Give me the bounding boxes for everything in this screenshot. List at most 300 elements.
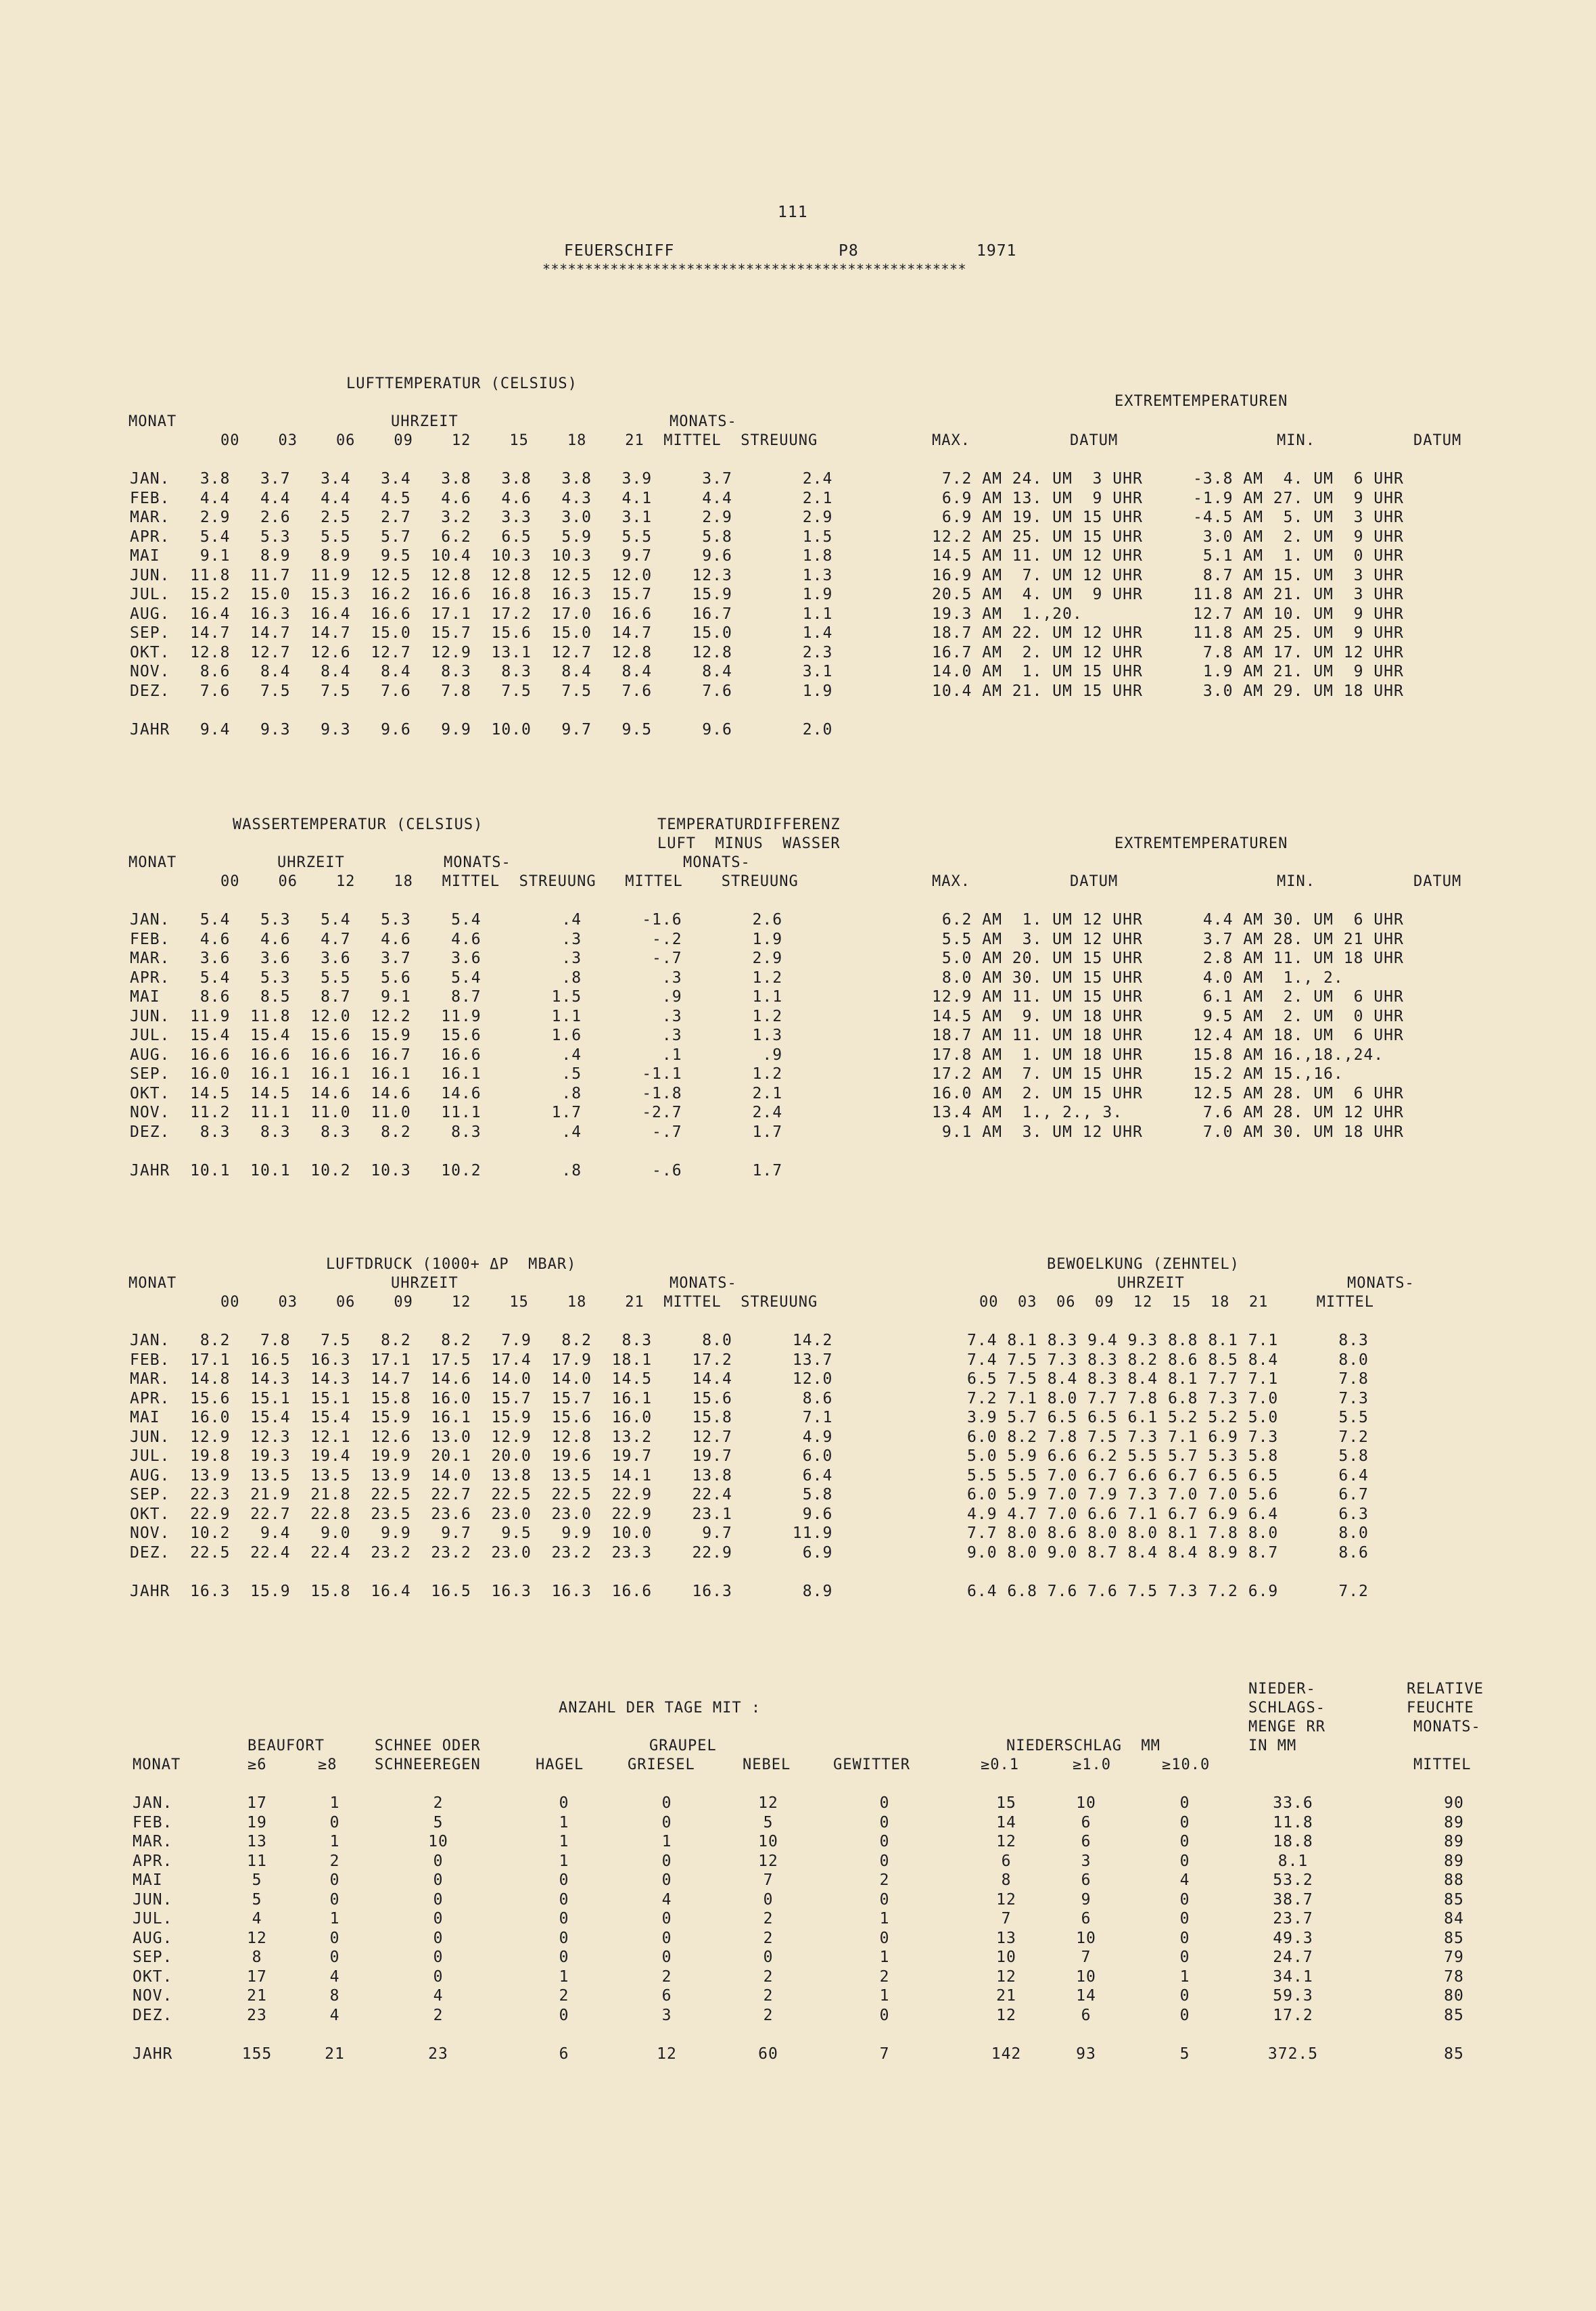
table-cell: 2 [763,1967,774,1986]
table-cell: 6 [1081,1871,1092,1889]
tage-h-b6: ≥6 [248,1756,267,1773]
table-cell: 0 [559,1910,569,1928]
table-cell: 59.3 [1273,1987,1313,2005]
table-cell: 79 [1444,1948,1464,1966]
table-row: JUL. 15.4 15.4 15.6 15.9 15.6 1.6 .3 1.3 [130,1027,783,1044]
table-cell: 5 [1179,2045,1190,2063]
table-cell: 0 [559,1929,569,1947]
table-cell: 0 [433,1910,444,1928]
table-cell: 0 [1179,1794,1190,1812]
table-cell: 0 [329,1948,340,1966]
month-label: JAN. [133,1794,173,1812]
table-cell: 6 [661,1987,672,2005]
jahr-row: JAHR 16.3 15.9 15.8 16.4 16.5 16.3 16.3 16.6 16.3 8.9 [130,1582,833,1600]
tage-h-schnee1: SCHNEE ODER [375,1737,481,1754]
wasser-h-monat: MONAT [128,854,177,871]
table-cell: 90 [1444,1794,1464,1812]
table-row: 7.4 8.1 8.3 9.4 9.3 8.8 8.1 7.1 8.3 [967,1332,1369,1349]
page-number: 111 [778,204,808,221]
wasser-h-cols: 00 06 12 18 MITTEL STREUUNG MITTEL STREUUNG [220,873,799,890]
table-cell: 1 [661,1833,672,1850]
table-cell: 15 [996,1794,1016,1812]
tage-h-b8: ≥8 [318,1756,337,1773]
diff-title-1: TEMPERATURDIFFERENZ [657,816,841,833]
table-cell: 33.6 [1273,1794,1313,1812]
table-row: 9.0 8.0 9.0 8.7 8.4 8.4 8.9 8.7 8.6 [967,1543,1369,1562]
table-cell: 2 [763,1987,774,2005]
table-cell: 0 [1179,1948,1190,1966]
wasser-h-datum1: DATUM [1070,873,1119,890]
table-row: 7.2 7.1 8.0 7.7 7.8 6.8 7.3 7.0 7.3 [967,1389,1369,1407]
tage-h-mittel: MITTEL [1413,1756,1472,1773]
table-cell: 4 [329,2006,340,2024]
table-row: NOV. 10.2 9.4 9.0 9.9 9.7 9.5 9.9 10.0 9.7 11.9 [130,1524,833,1542]
table-row: 16.7 AM 2. UM 12 UHR 7.8 AM 17. UM 12 UHR [932,643,1404,661]
table-cell: 21 [325,2045,345,2063]
table-row: 17.2 AM 7. UM 15 UHR 15.2 AM 15.,16. [932,1065,1344,1083]
table-row: JUL. 15.2 15.0 15.3 16.2 16.6 16.8 16.3 15.7 15.9 1.9 [130,586,833,603]
diff-title-2: LUFT MINUS WASSER [657,835,841,852]
table-row: DEZ. 22.5 22.4 22.4 23.2 23.2 23.0 23.2 23.3 22.9 6.9 [130,1543,833,1562]
month-label: MAI [133,1871,163,1889]
luft-h-max: MAX. [932,432,970,449]
table-row: 5.0 5.9 6.6 6.2 5.5 5.7 5.3 5.8 5.8 [967,1447,1369,1465]
wasser-h-monats: MONATS- [444,854,511,871]
table-row: 12.9 AM 11. UM 15 UHR 6.1 AM 2. UM 6 UHR [932,988,1404,1006]
table-cell: 0 [879,1929,890,1947]
table-cell: 7 [763,1871,774,1889]
tage-h-rel2: FEUCHTE [1407,1700,1474,1717]
table-cell: 1 [879,1910,890,1928]
table-cell: 0 [879,1852,890,1870]
table-cell: 0 [1179,1987,1190,2005]
table-row: FEB. 4.6 4.6 4.7 4.6 4.6 .3 -.2 1.9 [130,930,783,948]
table-cell: 49.3 [1273,1929,1313,1947]
table-cell: 12 [996,1833,1016,1850]
table-cell: 14 [996,1813,1016,1831]
table-cell: 5 [252,1890,262,1909]
bew-title: BEWOELKUNG (ZEHNTEL) [1047,1256,1240,1273]
druck-h-uhrzeit: UHRZEIT [391,1275,459,1292]
table-cell: 0 [433,1871,444,1889]
month-label: JUN. [133,1890,173,1909]
month-label: JUL. [133,1910,173,1928]
luft-h-datum2: DATUM [1413,432,1462,449]
table-row: DEZ. 7.6 7.5 7.5 7.6 7.8 7.5 7.5 7.6 7.6 1.9 [130,682,833,700]
table-cell: 0 [879,1833,890,1850]
tage-h-gewitter: GEWITTER [833,1756,910,1773]
table-cell: 80 [1444,1987,1464,2005]
table-cell: 11.8 [1273,1813,1313,1831]
table-cell: 19 [247,1813,267,1831]
wasser-table [130,910,782,1180]
table-row: JUN. 11.9 11.8 12.0 12.2 11.9 1.1 .3 1.2 [130,1007,783,1025]
table-cell: 38.7 [1273,1890,1313,1909]
table-cell: 10 [1076,1929,1096,1947]
table-row: JAN. 5.4 5.3 5.4 5.3 5.4 .4 -1.6 2.6 [130,911,783,929]
table-row: 5.0 AM 20. UM 15 UHR 2.8 AM 11. UM 18 UHR [932,950,1404,967]
table-cell: 0 [329,1890,340,1909]
table-cell: 5 [252,1871,262,1889]
wasser-h-max: MAX. [932,873,970,890]
table-cell: 0 [661,1794,672,1812]
table-cell: 3 [1081,1852,1092,1870]
table-cell: 0 [329,1929,340,1947]
table-cell: 0 [329,1871,340,1889]
table-cell: 0 [433,1852,444,1870]
table-cell: 0 [433,1967,444,1986]
luft-h-monat: MONAT [128,413,177,430]
table-cell: 14 [1076,1987,1096,2005]
ship-name: FEUERSCHIFF [564,242,675,260]
table-cell: 0 [661,1910,672,1928]
tage-h-graupel: GRAUPEL [649,1737,717,1754]
druck-title: LUFTDRUCK (1000+ ΔP MBAR) [326,1256,577,1273]
header-rule: ************************************************** [542,261,967,277]
table-cell: 85 [1444,2006,1464,2024]
luft-extreme-title: EXTREMTEMPERATUREN [1114,393,1288,410]
table-cell: 10 [428,1833,448,1850]
table-cell: 1 [329,1833,340,1850]
table-row: 5.5 AM 3. UM 12 UHR 3.7 AM 28. UM 21 UHR [932,930,1404,948]
table-cell: 0 [559,2006,569,2024]
table-cell: 0 [1179,1852,1190,1870]
jahr-row: JAHR 10.1 10.1 10.2 10.3 10.2 .8 -.6 1.7 [130,1161,783,1180]
table-row: AUG. 16.6 16.6 16.6 16.7 16.6 .4 .1 .9 [130,1046,783,1064]
table-cell: 0 [1179,1890,1190,1909]
table-cell: 1 [1179,1967,1190,1986]
table-cell: 12 [996,1967,1016,1986]
year: 1971 [977,242,1017,260]
table-cell: 1 [879,1948,890,1966]
table-cell: 2 [433,2006,444,2024]
table-cell: 93 [1076,2045,1096,2063]
table-row: 6.9 AM 19. UM 15 UHR -4.5 AM 5. UM 3 UHR [932,509,1404,526]
bew-table [967,1331,1369,1601]
month-label: DEZ. [133,2006,173,2024]
table-cell: 142 [991,2045,1022,2063]
table-cell: 2 [879,1871,890,1889]
table-row: NOV. 8.6 8.4 8.4 8.4 8.3 8.3 8.4 8.4 8.4 3.1 [130,663,833,680]
table-cell: 89 [1444,1833,1464,1850]
table-cell: 0 [433,1929,444,1947]
tage-h-schnee2: SCHNEEREGEN [375,1756,481,1773]
table-cell: 1 [559,1852,569,1870]
wasser-extreme-title: EXTREMTEMPERATUREN [1114,835,1288,852]
wasser-h-uhrzeit: UHRZEIT [277,854,345,871]
table-row: 6.0 5.9 7.0 7.9 7.3 7.0 7.0 5.6 6.7 [967,1486,1369,1503]
table-row: FEB. 4.4 4.4 4.4 4.5 4.6 4.6 4.3 4.1 4.4 2.1 [130,489,833,507]
table-row: 14.0 AM 1. UM 15 UHR 1.9 AM 21. UM 9 UHR [932,663,1404,680]
month-label: JAHR [133,2045,173,2063]
table-cell: 3 [661,2006,672,2024]
table-cell: 2 [879,1967,890,1986]
table-cell: 0 [661,1813,672,1831]
table-row: 9.1 AM 3. UM 12 UHR 7.0 AM 30. UM 18 UHR [932,1123,1404,1141]
table-cell: 89 [1444,1852,1464,1870]
table-cell: 12 [758,1794,778,1812]
table-row: MAI 8.6 8.5 8.7 9.1 8.7 1.5 .9 1.1 [130,988,783,1006]
table-row: MAI 16.0 15.4 15.4 15.9 16.1 15.9 15.6 16.0 15.8 7.1 [130,1409,833,1426]
table-row: 7.2 AM 24. UM 3 UHR -3.8 AM 4. UM 6 UHR [932,470,1404,488]
table-cell: 23 [428,2045,448,2063]
luft-h-datum1: DATUM [1070,432,1119,449]
table-row: 6.9 AM 13. UM 9 UHR -1.9 AM 27. UM 9 UHR [932,489,1404,507]
table-cell: 0 [879,1813,890,1831]
table-cell: 12 [657,2045,677,2063]
table-row: OKT. 12.8 12.7 12.6 12.7 12.9 13.1 12.7 12.8 12.8 2.3 [130,643,833,661]
table-cell: 5 [433,1813,444,1831]
table-cell: 6 [1081,1813,1092,1831]
table-cell: 0 [433,1890,444,1909]
table-row: 7.7 8.0 8.6 8.0 8.0 8.1 7.8 8.0 8.0 [967,1524,1369,1542]
table-cell: 0 [1179,1910,1190,1928]
month-label: OKT. [133,1967,173,1986]
table-cell: 11 [247,1852,267,1870]
luft-h-min: MIN. [1277,432,1315,449]
table-cell: 1 [559,1967,569,1986]
table-cell: 0 [433,1948,444,1966]
tage-h-hagel: HAGEL [536,1756,584,1773]
table-cell: 8.1 [1277,1852,1309,1870]
table-row: APR. 15.6 15.1 15.1 15.8 16.0 15.7 15.7 16.1 15.6 8.6 [130,1389,833,1407]
tage-h-nieder2-2: SCHLAGS- [1248,1700,1325,1717]
table-cell: 0 [1179,2006,1190,2024]
wasser-extreme-table [932,910,1404,1142]
table-cell: 0 [879,1794,890,1812]
table-cell: 85 [1444,2045,1464,2063]
table-cell: 0 [763,1948,774,1966]
table-cell: 24.7 [1273,1948,1313,1966]
table-cell: 21 [996,1987,1016,2005]
table-cell: 2 [763,1929,774,1947]
table-cell: 0 [1179,1929,1190,1947]
table-row: JUN. 12.9 12.3 12.1 12.6 13.0 12.9 12.8 13.2 12.7 4.9 [130,1428,833,1446]
table-cell: 9 [1081,1890,1092,1909]
table-row: MAR. 3.6 3.6 3.6 3.7 3.6 .3 -.7 2.9 [130,950,783,967]
tage-h-griesel: GRIESEL [628,1756,695,1773]
table-cell: 7 [1081,1948,1092,1966]
table-cell: 21 [247,1987,267,2005]
table-cell: 6 [1081,1833,1092,1850]
table-cell: 12 [247,1929,267,1947]
table-row: 6.2 AM 1. UM 12 UHR 4.4 AM 30. UM 6 UHR [932,911,1404,929]
table-row: SEP. 16.0 16.1 16.1 16.1 16.1 .5 -1.1 1.2 [130,1065,783,1083]
table-row: 8.0 AM 30. UM 15 UHR 4.0 AM 1., 2. [932,968,1344,987]
luft-table [130,469,832,739]
tage-h-n1: ≥0.1 [981,1756,1019,1773]
tage-h-nebel: NEBEL [743,1756,791,1773]
table-cell: 0 [661,1929,672,1947]
tage-h-rel3: MONATS- [1413,1719,1481,1735]
table-row: FEB. 17.1 16.5 16.3 17.1 17.5 17.4 17.9 18.1 17.2 13.7 [130,1351,833,1369]
month-label: AUG. [133,1929,173,1947]
month-label: NOV. [133,1987,173,2005]
table-cell: 8 [1001,1871,1012,1889]
druck-table [130,1331,832,1601]
table-cell: 85 [1444,1929,1464,1947]
tage-h-nieder2-3: MENGE RR [1248,1719,1325,1735]
table-row: 6.0 8.2 7.8 7.5 7.3 7.1 6.9 7.3 7.2 [967,1428,1369,1446]
diff-h-monats: MONATS- [683,854,751,871]
druck-h-cols: 00 03 06 09 12 15 18 21 MITTEL STREUUNG [220,1294,818,1311]
table-cell: 60 [758,2045,778,2063]
table-cell: 0 [763,1890,774,1909]
month-label: FEB. [133,1813,173,1831]
wasser-title: WASSERTEMPERATUR (CELSIUS) [233,816,484,833]
table-cell: 17 [247,1967,267,1986]
table-row: MAR. 14.8 14.3 14.3 14.7 14.6 14.0 14.0 14.5 14.4 12.0 [130,1370,833,1388]
tage-h-monat: MONAT [133,1756,181,1773]
jahr-row: 6.4 6.8 7.6 7.6 7.5 7.3 7.2 6.9 7.2 [967,1582,1369,1600]
table-cell: 155 [241,2045,273,2063]
table-cell: 88 [1444,1871,1464,1889]
table-row: OKT. 22.9 22.7 22.8 23.5 23.6 23.0 23.0 22.9 23.1 9.6 [130,1505,833,1523]
tage-h-rel1: RELATIVE [1407,1681,1484,1698]
tage-h-nieder: NIEDERSCHLAG MM [1006,1737,1160,1754]
table-cell: 2 [763,1910,774,1928]
table-cell: 8 [329,1987,340,2005]
table-row: 19.3 AM 1.,20. 12.7 AM 10. UM 9 UHR [932,605,1404,623]
table-row: DEZ. 8.3 8.3 8.3 8.2 8.3 .4 -.7 1.7 [130,1123,783,1141]
table-cell: 0 [559,1948,569,1966]
table-cell: 84 [1444,1910,1464,1928]
table-cell: 2 [433,1794,444,1812]
table-cell: 4 [329,1967,340,1986]
table-cell: 2 [763,2006,774,2024]
luft-h-uhrzeit: UHRZEIT [391,413,459,430]
table-cell: 89 [1444,1813,1464,1831]
table-cell: 0 [559,1890,569,1909]
table-cell: 0 [329,1813,340,1831]
table-cell: 0 [879,1890,890,1909]
table-row: 14.5 AM 11. UM 12 UHR 5.1 AM 1. UM 0 UHR [932,547,1404,565]
table-cell: 13 [247,1833,267,1850]
bew-h-uhrzeit: UHRZEIT [1117,1275,1185,1292]
table-row: 17.8 AM 1. UM 18 UHR 15.8 AM 16.,18.,24. [932,1046,1384,1064]
table-cell: 2 [661,1967,672,1986]
table-row: MAI 9.1 8.9 8.9 9.5 10.4 10.3 10.3 9.7 9.6 1.8 [130,547,833,565]
table-row: APR. 5.4 5.3 5.5 5.7 6.2 6.5 5.9 5.5 5.8 1.5 [130,528,833,546]
table-row: APR. 5.4 5.3 5.5 5.6 5.4 .8 .3 1.2 [130,968,783,987]
table-cell: 1 [329,1910,340,1928]
table-cell: 6 [1081,1910,1092,1928]
month-label: MAR. [133,1833,173,1850]
tage-h-inmm: IN MM [1248,1737,1297,1754]
table-cell: 10 [1076,1967,1096,1986]
table-cell: 10 [1076,1794,1096,1812]
table-cell: 17 [247,1794,267,1812]
table-cell: 2 [559,1987,569,2005]
table-cell: 8 [252,1948,262,1966]
table-cell: 5 [763,1813,774,1831]
table-cell: 0 [661,1871,672,1889]
druck-h-monats: MONATS- [670,1275,737,1292]
luft-h-monats: MONATS- [670,413,737,430]
table-cell: 4 [433,1987,444,2005]
luft-h-cols: 00 03 06 09 12 15 18 21 MITTEL STREUUNG [220,432,818,449]
table-cell: 53.2 [1273,1871,1313,1889]
table-row: 16.9 AM 7. UM 12 UHR 8.7 AM 15. UM 3 UHR [932,566,1404,584]
month-label: APR. [133,1852,173,1870]
table-row: 10.4 AM 21. UM 15 UHR 3.0 AM 29. UM 18 UHR [932,682,1404,700]
table-row: MAR. 2.9 2.6 2.5 2.7 3.2 3.3 3.0 3.1 2.9 2.9 [130,509,833,526]
table-row: 4.9 4.7 7.0 6.6 7.1 6.7 6.9 6.4 6.3 [967,1505,1369,1523]
table-cell: 1 [329,1794,340,1812]
table-cell: 18.8 [1273,1833,1313,1850]
table-cell: 17.2 [1273,2006,1313,2024]
luft-title: LUFTTEMPERATUR (CELSIUS) [346,375,578,392]
table-cell: 85 [1444,1890,1464,1909]
druck-h-monat: MONAT [128,1275,177,1292]
table-row: AUG. 16.4 16.3 16.4 16.6 17.1 17.2 17.0 16.6 16.7 1.1 [130,605,833,623]
table-cell: 23.7 [1273,1910,1313,1928]
table-row: 3.9 5.7 6.5 6.5 6.1 5.2 5.2 5.0 5.5 [967,1409,1369,1426]
table-row: JUL. 19.8 19.3 19.4 19.9 20.1 20.0 19.6 19.7 19.7 6.0 [130,1447,833,1465]
table-cell: 6 [1081,2006,1092,2024]
table-cell: 12 [758,1852,778,1870]
table-cell: 372.5 [1267,2045,1319,2063]
tage-title: ANZAHL DER TAGE MIT : [559,1700,761,1717]
table-cell: 34.1 [1273,1967,1313,1986]
tage-h-beaufort: BEAUFORT [248,1737,325,1754]
month-label: SEP. [133,1948,173,1966]
wasser-h-datum2: DATUM [1413,873,1462,890]
table-row: SEP. 22.3 21.9 21.8 22.5 22.7 22.5 22.5 22.9 22.4 5.8 [130,1486,833,1503]
table-cell: 23 [247,2006,267,2024]
table-row: 5.5 5.5 7.0 6.7 6.6 6.7 6.5 6.5 6.4 [967,1466,1369,1485]
table-cell: 0 [1179,1813,1190,1831]
table-row: 12.2 AM 25. UM 15 UHR 3.0 AM 2. UM 9 UHR [932,528,1404,546]
table-row: NOV. 11.2 11.1 11.0 11.0 11.1 1.7 -2.7 2.4 [130,1104,783,1121]
table-cell: 10 [996,1948,1016,1966]
table-row: 7.4 7.5 7.3 8.3 8.2 8.6 8.5 8.4 8.0 [967,1351,1369,1369]
wasser-h-min: MIN. [1277,873,1315,890]
table-cell: 4 [1179,1871,1190,1889]
jahr-row: JAHR 9.4 9.3 9.3 9.6 9.9 10.0 9.7 9.5 9.6 2.0 [130,720,833,739]
table-cell: 0 [1179,1833,1190,1850]
table-cell: 1 [559,1833,569,1850]
table-cell: 12 [996,2006,1016,2024]
bew-h-monats: MONATS- [1347,1275,1415,1292]
table-cell: 4 [252,1910,262,1928]
table-row: 18.7 AM 22. UM 12 UHR 11.8 AM 25. UM 9 UHR [932,624,1404,642]
table-cell: 78 [1444,1967,1464,1986]
table-cell: 6 [1001,1852,1012,1870]
bew-h-cols: 00 03 06 09 12 15 18 21 MITTEL [979,1294,1375,1311]
table-row: OKT. 14.5 14.5 14.6 14.6 14.6 .8 -1.8 2.1 [130,1084,783,1102]
table-cell: 10 [758,1833,778,1850]
table-cell: 13 [996,1929,1016,1947]
table-row: 18.7 AM 11. UM 18 UHR 12.4 AM 18. UM 6 UHR [932,1027,1404,1044]
table-row: JAN. 3.8 3.7 3.4 3.4 3.8 3.8 3.8 3.9 3.7 2.4 [130,470,833,488]
table-row: 13.4 AM 1., 2., 3. 7.6 AM 28. UM 12 UHR [932,1104,1404,1121]
table-cell: 0 [661,1852,672,1870]
table-cell: 6 [559,2045,569,2063]
table-cell: 1 [559,1813,569,1831]
tage-h-n3: ≥10.0 [1162,1756,1211,1773]
table-cell: 2 [329,1852,340,1870]
tage-h-nieder2-1: NIEDER- [1248,1681,1316,1698]
table-cell: 1 [879,1987,890,2005]
table-cell: 0 [559,1871,569,1889]
tage-h-n2: ≥1.0 [1073,1756,1111,1773]
table-cell: 0 [879,2006,890,2024]
table-row: JAN. 8.2 7.8 7.5 8.2 8.2 7.9 8.2 8.3 8.0 14.2 [130,1332,833,1349]
table-row: 16.0 AM 2. UM 15 UHR 12.5 AM 28. UM 6 UHR [932,1084,1404,1102]
table-cell: 0 [661,1948,672,1966]
table-row: 6.5 7.5 8.4 8.3 8.4 8.1 7.7 7.1 7.8 [967,1370,1369,1388]
